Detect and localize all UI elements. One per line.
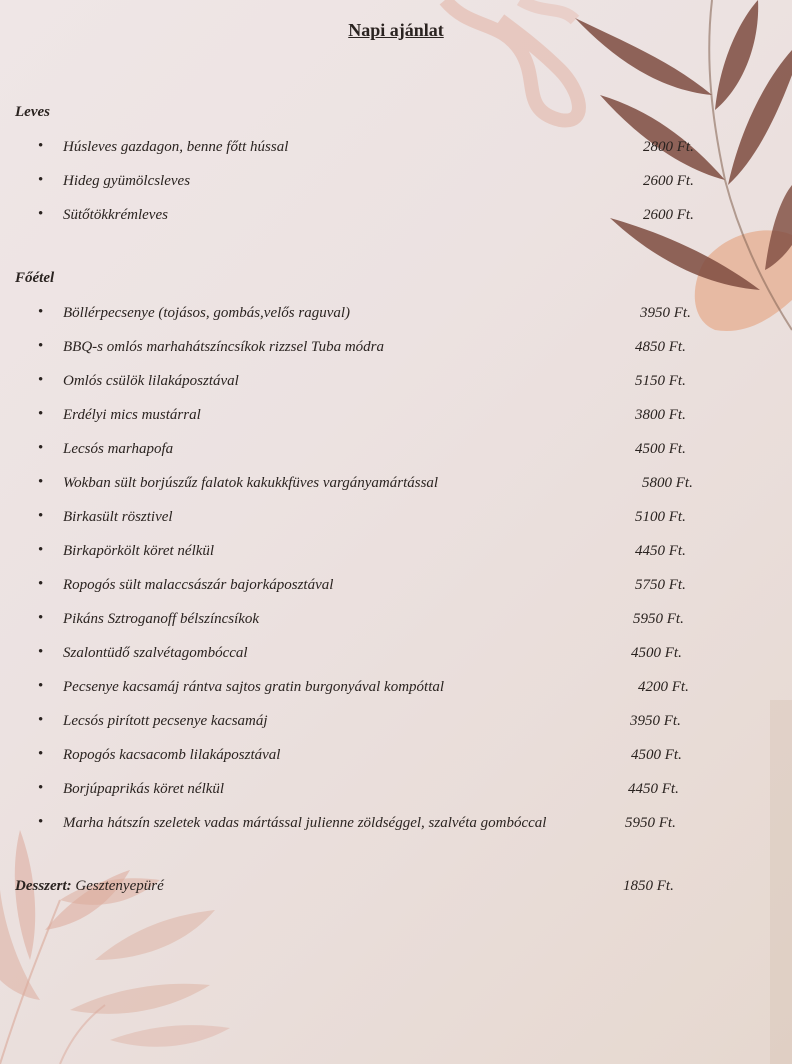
dish-price: 4200 Ft. (638, 679, 689, 695)
dessert-line (15, 878, 164, 895)
dish-name: Pikáns Sztroganoff bélszíncsíkok (63, 611, 260, 627)
bullet-icon: • (38, 440, 44, 456)
dish-price: 5950 Ft. (625, 815, 676, 831)
dish-name: Wokban sült borjúszűz falatok kakukkfüves vargányamártással (63, 475, 439, 491)
list-item (0, 781, 792, 803)
dish-name: Birkapörkölt köret nélkül (63, 543, 215, 559)
list-item (0, 679, 792, 701)
dish-name: Szalontüdő szalvétagombóccal (63, 645, 248, 661)
bullet-icon: • (38, 712, 44, 728)
bullet-icon: • (38, 304, 44, 320)
section-heading-fotel: Főétel (15, 270, 55, 286)
dish-price: 4850 Ft. (635, 339, 686, 355)
dish-name: Marha hátszín szeletek vadas mártással julienne zöldséggel, szalvéta gombóccal (63, 815, 547, 831)
dessert-label: Desszert: (15, 878, 72, 894)
dish-name: Borjúpaprikás köret nélkül (63, 781, 225, 797)
bullet-icon: • (38, 406, 44, 422)
dish-price: 3800 Ft. (635, 407, 686, 423)
dish-name: Lecsós marhapofa (63, 441, 174, 457)
dish-price: 2800 Ft. (643, 139, 694, 155)
dish-price: 5100 Ft. (635, 509, 686, 525)
list-item (0, 815, 792, 837)
bullet-icon: • (38, 474, 44, 490)
dish-name: Sütőtökkrémleves (63, 207, 168, 223)
dish-price: 3950 Ft. (630, 713, 681, 729)
list-item (0, 441, 792, 463)
bullet-icon: • (38, 172, 44, 188)
bullet-icon: • (38, 542, 44, 558)
dish-name: Ropogós kacsacomb lilakáposztával (63, 747, 281, 763)
dish-price: 4500 Ft. (631, 747, 682, 763)
list-item (0, 509, 792, 531)
dish-price: 4450 Ft. (635, 543, 686, 559)
list-item (0, 747, 792, 769)
list-item (0, 713, 792, 735)
bullet-icon: • (38, 678, 44, 694)
list-item (0, 611, 792, 633)
dish-price: 3950 Ft. (640, 305, 691, 321)
dish-price: 2600 Ft. (643, 173, 694, 189)
dish-price: 4500 Ft. (631, 645, 682, 661)
dessert-price: 1850 Ft. (623, 878, 674, 894)
dish-price: 5950 Ft. (633, 611, 684, 627)
list-item (0, 577, 792, 599)
dish-name: BBQ-s omlós marhahátszíncsíkok rizzsel Tuba módra (63, 339, 384, 355)
dish-price: 5150 Ft. (635, 373, 686, 389)
dish-name: Lecsós pirított pecsenye kacsamáj (63, 713, 268, 729)
list-item (0, 543, 792, 565)
list-item (0, 207, 792, 229)
list-item (0, 173, 792, 195)
bullet-icon: • (38, 644, 44, 660)
dish-name: Ropogós sült malaccsászár bajorkáposztával (63, 577, 334, 593)
list-item (0, 645, 792, 667)
dish-price: 5750 Ft. (635, 577, 686, 593)
section-heading-leves: Leves (15, 104, 50, 120)
bullet-icon: • (38, 508, 44, 524)
list-item (0, 339, 792, 361)
bullet-icon: • (38, 206, 44, 222)
dish-name: Húsleves gazdagon, benne főtt hússal (63, 139, 289, 155)
bullet-icon: • (38, 746, 44, 762)
dish-name: Birkasült rösztivel (63, 509, 173, 525)
dessert-name: Gesztenyepüré (75, 878, 164, 894)
dish-name: Erdélyi mics mustárral (63, 407, 201, 423)
bullet-icon: • (38, 372, 44, 388)
dish-name: Hideg gyümölcsleves (63, 173, 191, 189)
dish-name: Pecsenye kacsamáj rántva sajtos gratin burgonyával kompóttal (63, 679, 445, 695)
list-item (0, 305, 792, 327)
bullet-icon: • (38, 138, 44, 154)
dish-price: 5800 Ft. (642, 475, 693, 491)
bullet-icon: • (38, 814, 44, 830)
page-title: Napi ajánlat (348, 20, 444, 40)
dish-price: 4500 Ft. (635, 441, 686, 457)
list-item (0, 475, 792, 497)
list-item (0, 139, 792, 161)
bullet-icon: • (38, 780, 44, 796)
dish-price: 4450 Ft. (628, 781, 679, 797)
list-item (0, 373, 792, 395)
dish-price: 2600 Ft. (643, 207, 694, 223)
list-item (0, 407, 792, 429)
bullet-icon: • (38, 338, 44, 354)
dish-name: Omlós csülök lilakáposztával (63, 373, 239, 389)
dish-name: Böllérpecsenye (tojásos, gombás,velős raguval) (63, 305, 351, 321)
bullet-icon: • (38, 576, 44, 592)
bullet-icon: • (38, 610, 44, 626)
